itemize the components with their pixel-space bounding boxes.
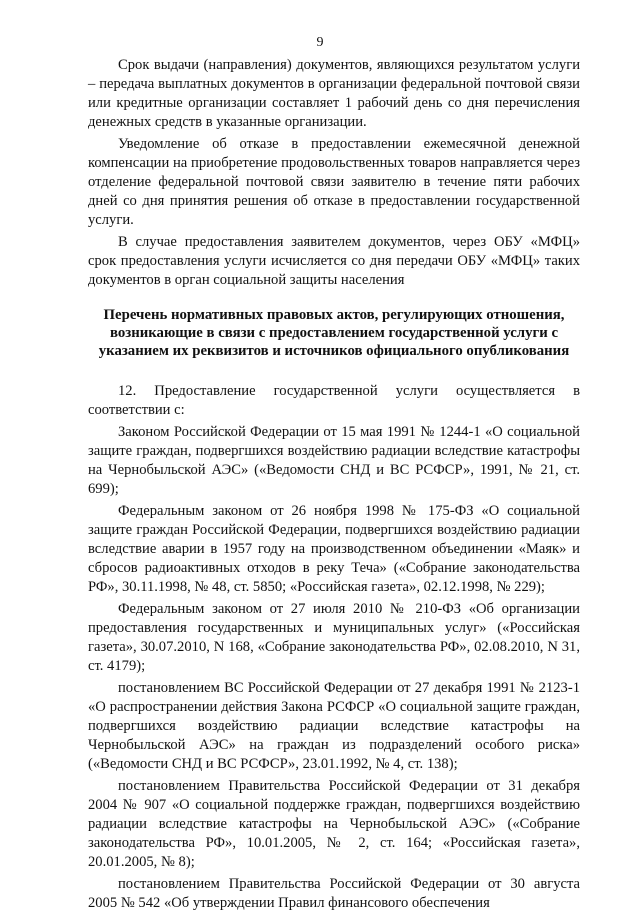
legal-act-item: Федеральным законом от 26 ноября 1998 № 175-ФЗ «О социальной защите граждан Российской Федерации, подвергшихся воздействию радиации вследствие аварии в 1957 году на производственном объединении «Маяк» и сбросов радиоактивных отходов в реку Теча» («Собрание законодательства РФ», 30.11.1998, № 48, ст. 5850; «Российская газета», 02.12.1998, № 229); xyxy=(88,503,580,595)
page-number: 9 xyxy=(316,35,324,50)
section-heading xyxy=(88,306,580,360)
paragraph-delivery-term: Срок выдачи (направления) документов, являющихся результатом услуги – передача выплатных документов в организации федеральной почтовой связи или кредитные организации составляет 1 рабочий день со дня перечисления денежных средств в указанные организации. xyxy=(88,57,580,130)
paragraph-refusal-notice: Уведомление об отказе в предоставлении ежемесячной денежной компенсации на приобретение продовольственных товаров направляется через отделение федеральной почтовой связи заявителю в течение пяти рабочих дней со дня принятия решения об отказе в предоставлении государственной услуги. xyxy=(88,136,580,228)
document-body xyxy=(88,56,580,916)
legal-act-item: Законом Российской Федерации от 15 мая 1991 № 1244-1 «О социальной защите граждан, подвергшихся воздействию радиации вследствие катастрофы на Чернобыльской АЭС» («Ведомости СНД и ВС РСФСР», 1991, № 21, ст. 699); xyxy=(88,424,580,497)
clause-12-intro: 12. Предоставление государственной услуги осуществляется в соответствии с: xyxy=(88,383,580,418)
section-heading-line-2: возникающие в связи с предоставлением государственной услуги с xyxy=(109,325,559,341)
legal-act-item: Федеральным законом от 27 июля 2010 № 210-ФЗ «Об организации предоставления государственных и муниципальных услуг» («Российская газета», 30.07.2010, N 168, «Собрание законодательства РФ», 02.08.2010, N 31, ст. 4179); xyxy=(88,601,580,674)
legal-act-item: постановлением ВС Российской Федерации от 27 декабря 1991 № 2123-1 «О распространении действия Закона РСФСР «О социальной защите граждан, подвергшихся воздействию радиации вследствие катастрофы на Чернобыльской АЭС» на граждан из подразделений особого риска» («Ведомости СНД и ВС РСФСР», 23.01.1992, № 4, ст. 138); xyxy=(88,680,580,772)
paragraph-mfc-term: В случае предоставления заявителем документов, через ОБУ «МФЦ» срок предоставления услуги исчисляется со дня передачи ОБУ «МФЦ» таких документов в орган социальной защиты населения xyxy=(88,234,580,288)
legal-act-item: постановлением Правительства Российской Федерации от 30 августа 2005 № 542 «Об утверждении Правил финансового обеспечения xyxy=(88,876,580,911)
section-heading-line-1: Перечень нормативных правовых актов, регулирующих отношения, xyxy=(103,307,565,323)
section-heading-line-3: указанием их реквизитов и источников официального опубликования xyxy=(98,343,570,359)
legal-act-item: постановлением Правительства Российской Федерации от 31 декабря 2004 № 907 «О социальной поддержке граждан, подвергшихся воздействию радиации вследствие катастрофы на Чернобыльской АЭС» («Собрание законодательства РФ», 10.01.2005, № 2, ст. 164; «Российская газета», 20.01.2005, № 8); xyxy=(88,778,580,870)
